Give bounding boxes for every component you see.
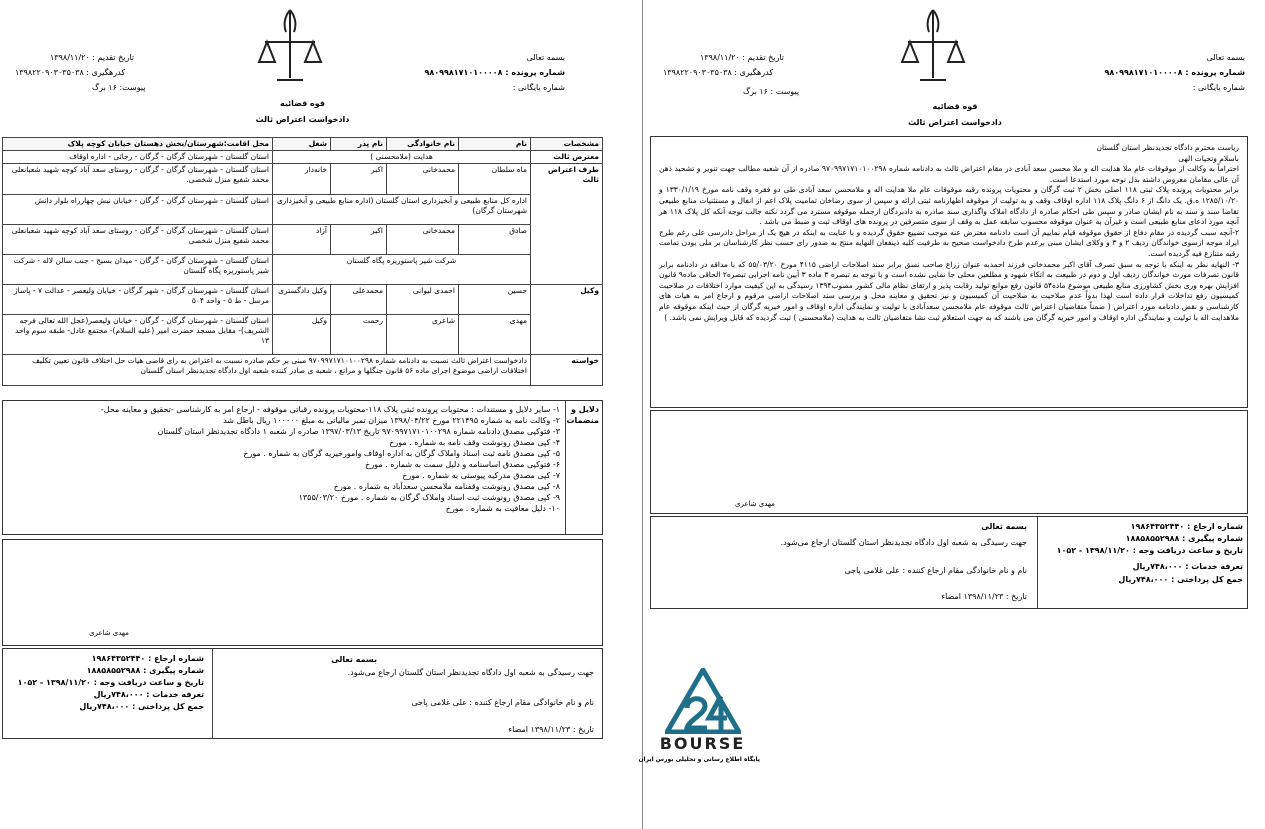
right-page: [638, 0, 1265, 829]
table-row: صادق محمدخانی اکبر آزاد استان گلستان - شهرستان گرگان - گرگان - روستای سعد آباد کوچه شهید شعبانعلی محمد شفیع منزل شخصی: [3, 225, 603, 255]
bourse-logo: [638, 668, 760, 770]
judiciary-title: قوه قضائیه: [279, 99, 325, 108]
table-row: معترض ثالث هدایت (ملامحسنی ) استان گلستان - شهرستان گرگان - گرگان - رجائی - اداره اوقاف: [3, 151, 603, 164]
petition-body: [659, 143, 1239, 323]
signature-name: مهدی شاعری: [735, 500, 775, 508]
list-item: ۴- کپی مصدق رونوشت وقف نامه به شماره . مورخ: [389, 438, 560, 447]
greeting: باسلام وتحیات الهی: [1178, 153, 1239, 163]
list-item: ۷- کپی مصدق مدرکیه پیوستی به شماره . مورخ: [402, 471, 560, 480]
case-number-value: ۹۸۰۹۹۸۱۷۱۰۱۰۰۰۰۸: [1104, 68, 1183, 77]
paragraph: احتراماً به وکالت از موقوفات عام ملا هدایت اله و ملا محسن سعد آبادی در مقام اعتراض ثالث به دادنامه شماره ۹۷۰۹۹۷۱۷۱۰۱۰۰۲۹۸ صادره از آن شعبه مطالب جهت تنویر و تشحید ذهن آن عالی مقامان معروض داشته بذل توجه مورد استدعا است.: [659, 164, 1240, 184]
evidence-box: [2, 400, 603, 535]
tracking-code: کدرهگیری : ۱۳۹۸۲۲۰۹۰۳۰۳۵۰۳۸: [15, 68, 126, 77]
table-row: طرف اعتراض ثالث ماه سلطان محمدخانی اکبر خانه‌دار استان گلستان - شهرستان گرگان - گرگان - روستای سعد آباد کوچه شهید شعبانعلی محمد شفیع منزل شخصی.: [3, 164, 603, 195]
col-job: شغل: [273, 138, 331, 151]
table-row: مهدی شاعری رحمت وکیل استان گلستان - شهرستان گرگان - گرگان - خیابان ولیعصر(عجل الله تعالی فرجه الشریف)- مقابل مسجد حضرت امیر (علیه السلام)- مجتمع عادل- طبقه سوم واحد ۱۳: [3, 315, 603, 355]
list-item: ۵- کپی مصدق نامه ثبت اسناد واملاک گرگان به اداره اوقاف وامورخیریه گرگان به شماره . مورخ: [243, 449, 560, 458]
table-row: اداره کل منابع طبیعی و آبخیزداری استان گلستان (اداره منابع طبیعی و آبخیزداری شهرستان گرگان) استان گلستان - شهرستان گرگان - گرگان - خیابان نبش چهارراه بلوار دانش: [3, 195, 603, 225]
signature-box: [650, 410, 1248, 514]
judiciary-emblem-icon: [898, 6, 968, 86]
left-page: [0, 0, 605, 829]
case-number-label: شماره پرونده :: [1185, 68, 1245, 77]
table-row: شرکت شیر پاستوریزه پگاه گلستان استان گلستان - شهرستان گرگان - گرگان - میدان بسیج - جنب سالن لاله - شرکت شیر پاستوریزه پگاه گلستان: [3, 255, 603, 285]
paragraph: برابر محتویات پرونده پلاک ثبتی ۱۱۸ اصلی بخش ۲ ثبت گرگان و محتویات پرونده رقبه موقوفات عام ملا هدایت اله و ملامحسن سعد آبادی طی دو فقره وقف نامه مورخ ۱۳۳۰/۱/۱۹ و ۱۲۸۵/۱۰/۲۰ ه.ق. یک دانگ از ۶ دانگ پلاک ۱۱۸ اداره اوقاف وقف و به تولیت از موقوفه اظهارنامه ثبتی ارائه و سپس از سوی رضاخان تمامیت پلاک اعم از انفال و مستثنیات منابع طبیعی تقاضا سند و سند به نام ایشان صادر و سپس طی احکام صادره از دادگاه املاک واگذاری سند صادره به دادبردگان ازجمله موقوفه مسترد می گردد نکته جالب توجه آنکه کل پلاک ۱۱۸ هر آنچه مورد ادعای منابع طبیعی است و غیرآن به عنوان موقوفه محسوب سابقه عمل به وقف از سوی متصرفین در پرونده های اوقاف ثبت و ضبط می باشد .: [659, 185, 1239, 227]
table-row: خواسته دادخواست اعتراض ثالث نسبت به دادنامه شماره ۹۷۰۹۹۷۱۷۱۰۱۰۰۲۹۸ مبنی بر حکم صادره نسبت به اعتراض به رای قاضی هیات حل اختلاف قانون تعیین تکلیف اختلافات اراضی موضوع اجرای ماده ۵۶ قانون جنگلها و مراتع ، شعبه ی صادر کننده شعبه اول دادگاه تجدیدنظر استان گلستان: [3, 355, 603, 386]
list-item: ۸- کپی مصدق رونوشت وقفنامه ملامحسن سعدآباد به شماره . مورخ: [333, 482, 560, 491]
evidence-label: دلایل و منضمات: [566, 405, 599, 425]
bourse-logo-icon: [665, 668, 741, 734]
case-number-value: ۹۸۰۹۹۸۱۷۱۰۱۰۰۰۰۸: [424, 68, 503, 77]
signature-name: مهدی شاعری: [89, 629, 129, 637]
payment-info: شماره ارجاع : ۱۹۸۶۴۳۵۲۴۴۰ شماره پیگیری : ۱۸۸۵۸۵۵۲۹۸۸ تاریخ و ساعت دریافت وجه : ۱۳۹۸/۱۱/۲۰ - ۱۰۵۲ تعرفه خدمات : ۷۴۸،۰۰۰ریال جمع کل پرداختی : ۷۴۸،۰۰۰ریال: [1037, 517, 1247, 608]
list-item: ۱۰- دلیل معافیت به شماره . مورخ: [445, 504, 560, 513]
col-name: نام: [459, 138, 531, 151]
paragraph: ۲-آنچه سبب گردیده در مقام دفاع از حقوق موقوفه قیام نماییم آن است دادنامه معترض عنه موجب تضییع حقوق گردیده و با عنایت به اینکه در هیچ یک از مراحل دادرسی علی رغم طرح ایراد موجه ازسوی خواندگان ردیف ۲ و ۳ و وکلای ایشان مبنی برعدم طرح دادخواست صحیح به طرفیت کلیه ذینفعان النهایه منتج به صدور رای حسب نظر کارشناسان بر ملی بودن تمامت رقبه متنازع فیه گردیده است.: [659, 227, 1240, 258]
referral-box: شماره ارجاع : ۱۹۸۶۴۳۵۲۴۴۰ شماره پیگیری : ۱۸۸۵۸۵۵۲۹۸۸ تاریخ و ساعت دریافت وجه : ۱۳۹۸/۱۱/۲۰ - ۱۰۵۲ تعرفه خدمات : ۷۴۸،۰۰۰ریال جمع کل پرداختی : ۷۴۸،۰۰۰ریال بسمه تعالی جهت رسیدگی به شعبه اول دادگاه تجدیدنظر استان گلستان ارجاع می‌شود. نام و نام خانوادگی مقام ارجاع کننده : علی غلامی پاجی تاریخ : ۱۳۹۸/۱۱/۲۳ امضاء: [650, 516, 1248, 609]
paragraph: ۳- النهایه نظر به اینکه با توجه به سبق تصرف آقای اکبر محمدخانی فرزند احمدبه عنوان زراع صاحب نسق برابر سند اصلاحات اراضی ۴۱۱۵ مورخ ۵۵/۰۳/۲۰ که با مداقه در دادنامه برابر قانون تصرفات مورث خواندگان ردیف اول و دوم در طبیعت به اتکاء شهود و مطلعین محلی جا نمایی نشده است و با توجه به تبصره ۳ ماده ۳ آیین نامه اجرایی تبصره۲ الحاقی ماده۹ قانون افزایش بهره وری بخش کشاورزی منابع طبیعی موضوع ماده۵۴ قانون رفع موانع تولید رقابت پذیر و ارتقای نظام مالی کشور مصوب۱۳۹۴ رسیدگی به این کیفیت موارد اختلافات در صلاحیت کمیسیون رفع تداخلات قرار داده است لهذا بدواً عدم صلاحیت به صلاحیت آن کمیسیون و نیز تحقیق و معاینه محل و بررسی سند اصلاحات اراضی مرقوم و ارجاع امر به هیات های کارشناسی و نقض دادنامه مورد اعتراض ( ضمناً متقاضیان اعتراض ثالث موقوفه عام ملامحسن سعدآبادی با تولیت و نمایندگی اداره اوقاف و امور خیریه گرگان از حیث اینکه موقوفه عام ملاهدایت اله با تولیت و نمایندگی اداره اوقاف و امور خیریه گرگان می باشند که به جهت استعلام ثبت نشا متقاضیان ثالث به هدایت (ملامحسنی ) ثبت گردیده که قابل ویرایش نمی باشد. ): [659, 259, 1240, 322]
page-divider: [642, 0, 643, 829]
basmala: بسمه تعالی: [1206, 53, 1245, 62]
attachment-count: پیوست : ۱۶ برگ: [743, 87, 800, 96]
tracking-code: کدرهگیری : ۱۳۹۸۲۲۰۹۰۳۰۳۵۰۳۸: [663, 68, 774, 77]
list-item: ۲- وکالت نامه به شماره ۲۲۱۴۹۵ مورخ ۱۳۹۸/۰۴/۲۲ میزان تمبر مالیاتی به مبلغ ۱۰۰۰۰۰ ریال باطل شد: [223, 416, 560, 425]
list-item: ۹- کپی مصدق رونوشت ثبت اسناد واملاک گرگان به شماره . مورخ ۱۳۵۵/۰۳/۲۰: [298, 493, 560, 502]
evidence-list: [40, 404, 560, 514]
submit-date: تاریخ تقدیم : ۱۳۹۸/۱۱/۲۰: [700, 53, 785, 62]
logo-tagline: پایگاه اطلاع رسانی و تحلیلی بورس ایران: [638, 756, 760, 763]
salutation: ریاست محترم دادگاه تجدیدنظر استان گلستان: [1096, 143, 1239, 152]
archive-number-label: شماره بایگانی :: [512, 83, 565, 92]
referral-box: شماره ارجاع : ۱۹۸۶۴۳۵۲۴۴۰ شماره پیگیری : ۱۸۸۵۸۵۵۲۹۸۸ تاریخ و ساعت دریافت وجه : ۱۳۹۸/۱۱/۲۰ - ۱۰۵۲ تعرفه خدمات : ۷۴۸،۰۰۰ریال جمع کل پرداختی : ۷۴۸،۰۰۰ریال بسمه تعالی جهت رسیدگی به شعبه اول دادگاه تجدیدنظر استان گلستان ارجاع می‌شود. نام و نام خانوادگی مقام ارجاع کننده : علی غلامی پاجی تاریخ : ۱۳۹۸/۱۱/۲۳ امضاء: [2, 648, 603, 739]
basmala: بسمه تعالی: [526, 53, 565, 62]
parties-table: [2, 137, 603, 399]
petition-text-box: [650, 136, 1248, 408]
list-item: ۱- سایر دلایل و مستندات : محتویات پرونده ثبتی پلاک ۱۱۸-محتویات پرونده رقباتی موقوفه - ارجاع امر به کارشناسی -تحقیق و معاینه محل-: [100, 405, 560, 414]
col-father: نام پدر: [331, 138, 387, 151]
attachment-count: پیوست: ۱۶ برگ: [92, 83, 146, 92]
form-title: دادخواست اعتراض ثالث: [908, 118, 1002, 127]
judiciary-title: قوه قضائیه: [932, 102, 978, 111]
table-header-row: [3, 138, 603, 151]
col-spec: مشخصات: [531, 138, 603, 151]
form-title: دادخواست اعتراض ثالث: [255, 115, 350, 124]
col-address: محل اقامت:شهرستان/بخش دهستان خیابان کوچه پلاک: [3, 138, 273, 151]
signature-box: [2, 539, 603, 646]
list-item: ۶- فتوکپی مصدق اساسنامه و دلیل سمت به شماره . مورخ: [365, 460, 560, 469]
case-number-label: شماره پرونده :: [505, 68, 565, 77]
payment-info: شماره ارجاع : ۱۹۸۶۴۳۵۲۴۴۰ شماره پیگیری : ۱۸۸۵۸۵۵۲۹۸۸ تاریخ و ساعت دریافت وجه : ۱۳۹۸/۱۱/۲۰ - ۱۰۵۲ تعرفه خدمات : ۷۴۸،۰۰۰ریال جمع کل پرداختی : ۷۴۸،۰۰۰ریال: [3, 649, 213, 738]
archive-number-label: شماره بایگانی :: [1192, 83, 1245, 92]
logo-word: BOURSE: [659, 734, 746, 753]
judiciary-emblem-icon: [255, 6, 325, 86]
list-item: ۳- فتوکپی مصدق دادنامه شماره ۹۷۰۹۹۷۱۷۱۰۱۰۰۲۹۸ تاریخ ۱۳۹۷/۰۳/۱۳ صادره از شعبه ۱ دادگاه تجدیدنظر استان گلستان: [157, 427, 560, 436]
submit-date: تاریخ تقدیم : ۱۳۹۸/۱۱/۲۰: [50, 53, 135, 62]
col-family: نام خانوادگی: [387, 138, 459, 151]
table-row: وکیل حسین احمدی لیوانی محمدعلی وکیل دادگستری استان گلستان - شهرستان گرگان - شهر گرگان - خیابان ولیعصر - عدالت ۷ - پاساژ مرسل - ط ۵ - واحد ۵۰۴: [3, 285, 603, 315]
